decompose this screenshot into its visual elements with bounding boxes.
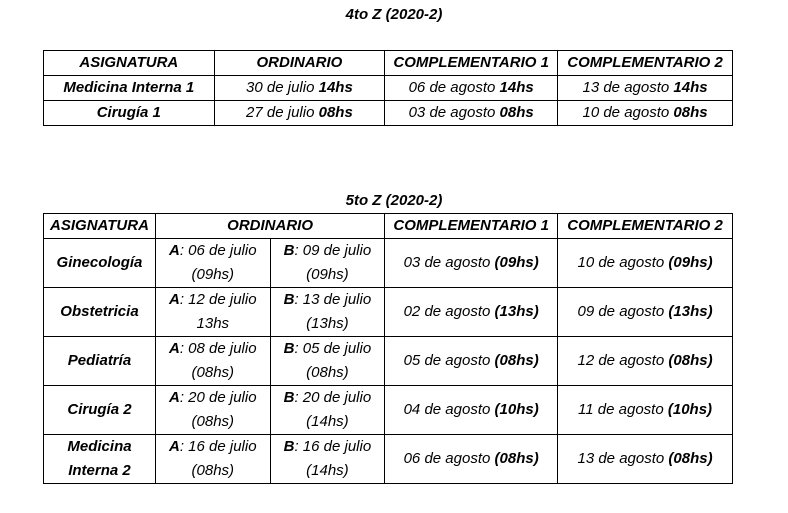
date-text: 13 de agosto bbox=[577, 450, 665, 467]
group-label: A bbox=[168, 291, 180, 308]
date-text: 30 de julio bbox=[246, 79, 315, 96]
ordinario-a-cell bbox=[155, 337, 270, 386]
ordinario-a-cell bbox=[155, 239, 270, 288]
ordinario-b-cell bbox=[270, 386, 385, 435]
date-text: : 13 de julio bbox=[294, 291, 372, 308]
ordinario-cell bbox=[214, 76, 385, 101]
subject-line: Pediatría bbox=[67, 352, 132, 369]
date-text: : 12 de julio bbox=[179, 291, 257, 308]
date-text: 06 de agosto bbox=[408, 79, 496, 96]
table-header-row bbox=[44, 214, 733, 239]
time-text: (08hs) bbox=[191, 364, 235, 381]
table1-caption: 4to Z (2020-2) bbox=[345, 6, 443, 23]
subject-line: Ginecología bbox=[56, 254, 143, 271]
time-text: (08hs) bbox=[494, 450, 539, 467]
date-text: : 08 de julio bbox=[179, 340, 257, 357]
date-text: 05 de agosto bbox=[403, 352, 491, 369]
complementario-2-cell bbox=[558, 239, 733, 288]
time-text: (14hs) bbox=[306, 462, 349, 479]
table2-caption: 5to Z (2020-2) bbox=[345, 192, 443, 209]
date-text: 10 de agosto bbox=[582, 104, 670, 121]
subject-cell: Medicina Interna 1 bbox=[44, 76, 215, 101]
group-label: B bbox=[283, 438, 295, 455]
subject-line: Medicina bbox=[67, 438, 132, 455]
table-row bbox=[44, 76, 733, 101]
time-text: (09hs) bbox=[494, 254, 539, 271]
complementario-2-cell bbox=[558, 435, 733, 484]
table-row bbox=[44, 386, 733, 435]
subject-cell bbox=[44, 435, 156, 484]
time-text: (13hs) bbox=[668, 303, 713, 320]
complementario-2-cell bbox=[558, 337, 733, 386]
table-4to bbox=[43, 50, 733, 126]
date-text: 06 de agosto bbox=[403, 450, 491, 467]
subject-cell bbox=[44, 239, 156, 288]
date-text: 12 de agosto bbox=[577, 352, 665, 369]
date-text: : 20 de julio bbox=[294, 389, 372, 406]
time-text: (13hs) bbox=[306, 315, 349, 332]
subject-line: Obstetricia bbox=[60, 303, 139, 320]
time-text: (08hs) bbox=[494, 352, 539, 369]
complementario-2-cell bbox=[558, 76, 733, 101]
complementario-1-cell bbox=[385, 288, 558, 337]
date-text: 11 de agosto bbox=[578, 401, 664, 418]
time-text: 14hs bbox=[318, 79, 353, 96]
header-complementario-1: COMPLEMENTARIO 1 bbox=[385, 214, 558, 239]
complementario-2-cell bbox=[558, 386, 733, 435]
complementario-1-cell bbox=[385, 76, 558, 101]
header-complementario-1: COMPLEMENTARIO 1 bbox=[385, 51, 558, 76]
ordinario-a-cell bbox=[155, 288, 270, 337]
table-row bbox=[44, 101, 733, 126]
ordinario-a-cell bbox=[155, 435, 270, 484]
subject-line: Interna 2 bbox=[68, 462, 131, 479]
group-label: B bbox=[283, 291, 295, 308]
time-text: 14hs bbox=[673, 79, 708, 96]
time-text: (08hs) bbox=[191, 462, 235, 479]
date-text: 03 de agosto bbox=[403, 254, 491, 271]
date-text: 13 de agosto bbox=[582, 79, 670, 96]
ordinario-b-cell bbox=[270, 337, 385, 386]
time-text: (08hs) bbox=[668, 352, 713, 369]
header-asignatura: ASIGNATURA bbox=[44, 214, 156, 239]
group-label: A bbox=[168, 242, 180, 259]
time-text: 14hs bbox=[499, 79, 534, 96]
date-text: 09 de agosto bbox=[577, 303, 665, 320]
ordinario-cell bbox=[214, 101, 385, 126]
header-ordinario: ORDINARIO bbox=[214, 51, 385, 76]
complementario-1-cell bbox=[385, 337, 558, 386]
subject-cell bbox=[44, 288, 156, 337]
subject-cell: Cirugía 1 bbox=[44, 101, 215, 126]
time-text: 08hs bbox=[499, 104, 534, 121]
header-complementario-2: COMPLEMENTARIO 2 bbox=[558, 51, 733, 76]
ordinario-a-cell bbox=[155, 386, 270, 435]
time-text: (14hs) bbox=[306, 413, 349, 430]
header-complementario-2: COMPLEMENTARIO 2 bbox=[558, 214, 733, 239]
complementario-2-cell bbox=[558, 288, 733, 337]
table-row bbox=[44, 239, 733, 288]
complementario-2-cell bbox=[558, 101, 733, 126]
header-asignatura: ASIGNATURA bbox=[44, 51, 215, 76]
time-text: (09hs) bbox=[668, 254, 713, 271]
time-text: (10hs) bbox=[667, 401, 713, 418]
table-row bbox=[44, 435, 733, 484]
header-ordinario: ORDINARIO bbox=[155, 214, 384, 239]
time-text: 08hs bbox=[673, 104, 708, 121]
date-text: 02 de agosto bbox=[403, 303, 491, 320]
time-text: (09hs) bbox=[191, 266, 235, 283]
time-text: (09hs) bbox=[306, 266, 349, 283]
group-label: B bbox=[283, 242, 295, 259]
group-label: B bbox=[283, 340, 295, 357]
date-text: : 16 de julio bbox=[294, 438, 372, 455]
date-text: 03 de agosto bbox=[408, 104, 496, 121]
complementario-1-cell bbox=[385, 435, 558, 484]
time-text: (08hs) bbox=[306, 364, 349, 381]
table-row bbox=[44, 337, 733, 386]
subject-line: Cirugía 2 bbox=[67, 401, 132, 418]
complementario-1-cell bbox=[385, 386, 558, 435]
time-text: (13hs) bbox=[494, 303, 539, 320]
subject-cell bbox=[44, 337, 156, 386]
group-label: A bbox=[168, 340, 180, 357]
complementario-1-cell bbox=[385, 101, 558, 126]
subject-cell bbox=[44, 386, 156, 435]
group-label: B bbox=[283, 389, 295, 406]
date-text: : 20 de julio bbox=[179, 389, 257, 406]
date-text: : 05 de julio bbox=[294, 340, 372, 357]
time-text: 08hs bbox=[318, 104, 353, 121]
date-text: 27 de julio bbox=[246, 104, 315, 121]
ordinario-b-cell bbox=[270, 288, 385, 337]
time-text: (10hs) bbox=[494, 401, 539, 418]
table-row bbox=[44, 288, 733, 337]
time-text: (08hs) bbox=[668, 450, 713, 467]
group-label: A bbox=[168, 389, 180, 406]
date-text: : 06 de julio bbox=[179, 242, 257, 259]
time-text: 13hs bbox=[196, 315, 230, 332]
group-label: A bbox=[168, 438, 180, 455]
date-text: 04 de agosto bbox=[403, 401, 491, 418]
complementario-1-cell bbox=[385, 239, 558, 288]
ordinario-b-cell bbox=[270, 435, 385, 484]
date-text: 10 de agosto bbox=[577, 254, 665, 271]
table-5to bbox=[43, 213, 733, 484]
date-text: : 09 de julio bbox=[294, 242, 372, 259]
time-text: (08hs) bbox=[191, 413, 235, 430]
ordinario-b-cell bbox=[270, 239, 385, 288]
table-header-row bbox=[44, 51, 733, 76]
date-text: : 16 de julio bbox=[179, 438, 257, 455]
